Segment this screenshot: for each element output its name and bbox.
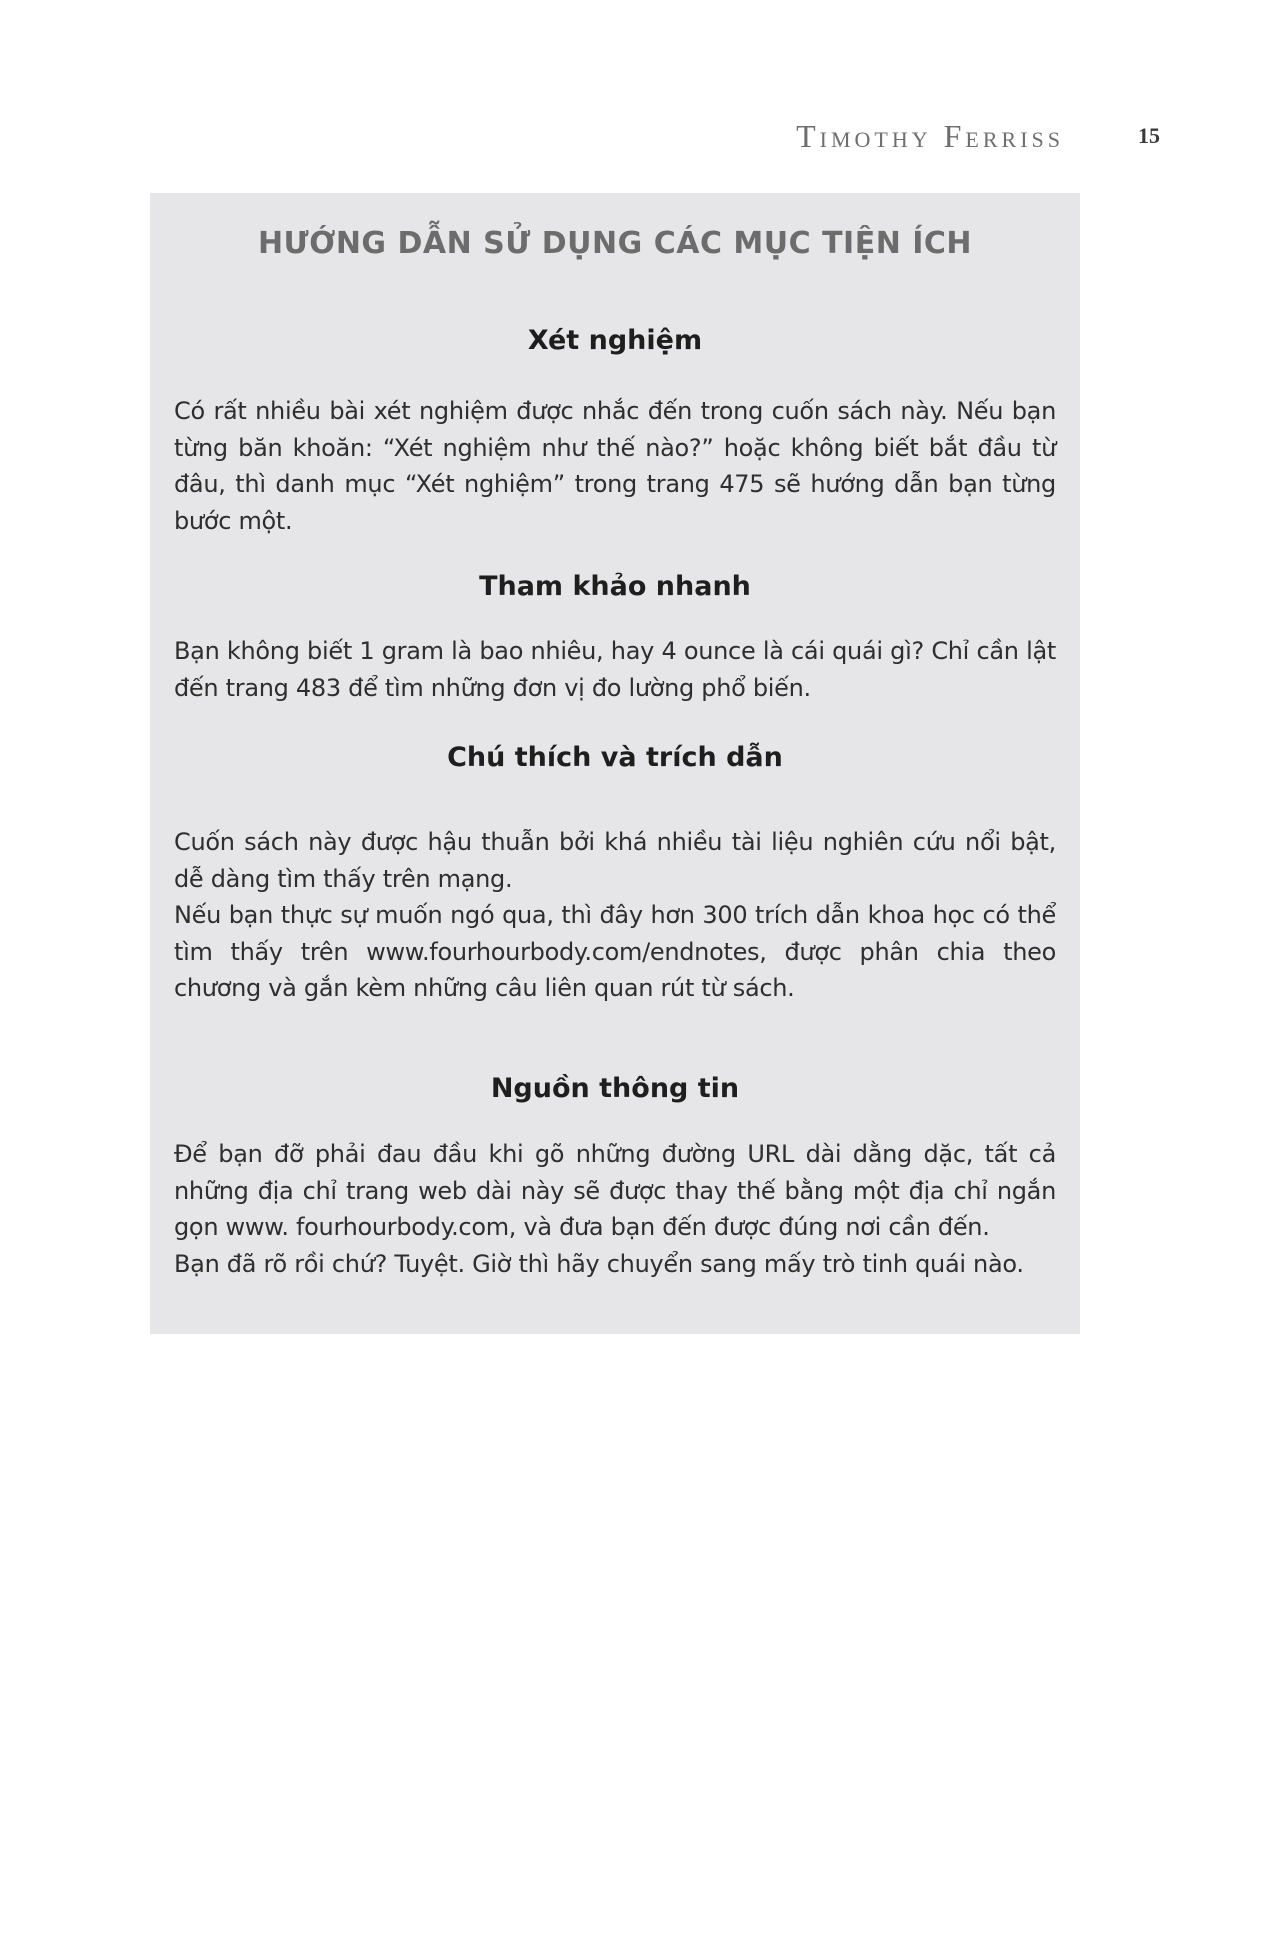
section-notes-and-citations — [174, 738, 1056, 1007]
section-paragraph: Để bạn đỡ phải đau đầu khi gõ những đường URL dài dằng dặc, tất cả những địa chỉ trang web dài này sẽ được thay thế bằng một địa chỉ ngắn gọn www. fourhourbody.com, và đưa bạn đến được đúng nơi cần đến. — [174, 1140, 1056, 1241]
page-number: 15 — [1138, 123, 1160, 148]
author-name: Timothy Ferriss — [796, 118, 1064, 154]
utilities-guide-panel — [150, 193, 1080, 1334]
section-paragraph: Có rất nhiều bài xét nghiệm được nhắc đến trong cuốn sách này. Nếu bạn từng băn khoăn: “Xét nghiệm như thế nào?” hoặc không biết bắt đầu từ đâu, thì danh mục “Xét nghiệm” trong trang 475 sẽ hướng dẫn bạn từng bước một. — [174, 397, 1056, 535]
section-tests — [174, 321, 1056, 539]
section-heading: Chú thích và trích dẫn — [447, 742, 783, 773]
section-paragraph: Bạn đã rõ rồi chứ? Tuyệt. Giờ thì hãy chuyển sang mấy trò tinh quái nào. — [174, 1249, 1024, 1278]
section-paragraph: Bạn không biết 1 gram là bao nhiêu, hay 4 ounce là cái quái gì? Chỉ cần lật đến trang 483 để tìm những đơn vị đo lường phổ biến. — [174, 637, 1056, 702]
section-heading: Tham khảo nhanh — [479, 571, 751, 602]
section-paragraph: Cuốn sách này được hậu thuẫn bởi khá nhiều tài liệu nghiên cứu nổi bật, dễ dàng tìm thấy trên mạng. — [174, 828, 1056, 893]
section-quick-reference — [174, 567, 1056, 706]
section-heading: Nguồn thông tin — [490, 1073, 740, 1104]
section-sources — [174, 1069, 1056, 1282]
section-heading: Xét nghiệm — [527, 325, 703, 356]
section-paragraph: Nếu bạn thực sự muốn ngó qua, thì đây hơn 300 trích dẫn khoa học có thể tìm thấy trên www.fourhourbody.com/endnotes, được phân chia theo chương và gắn kèm những câu liên quan rút từ sách. — [174, 901, 1056, 1002]
running-head — [740, 116, 1160, 156]
panel-title: HƯỚNG DẪN SỬ DỤNG CÁC MỤC TIỆN ÍCH — [257, 226, 973, 261]
